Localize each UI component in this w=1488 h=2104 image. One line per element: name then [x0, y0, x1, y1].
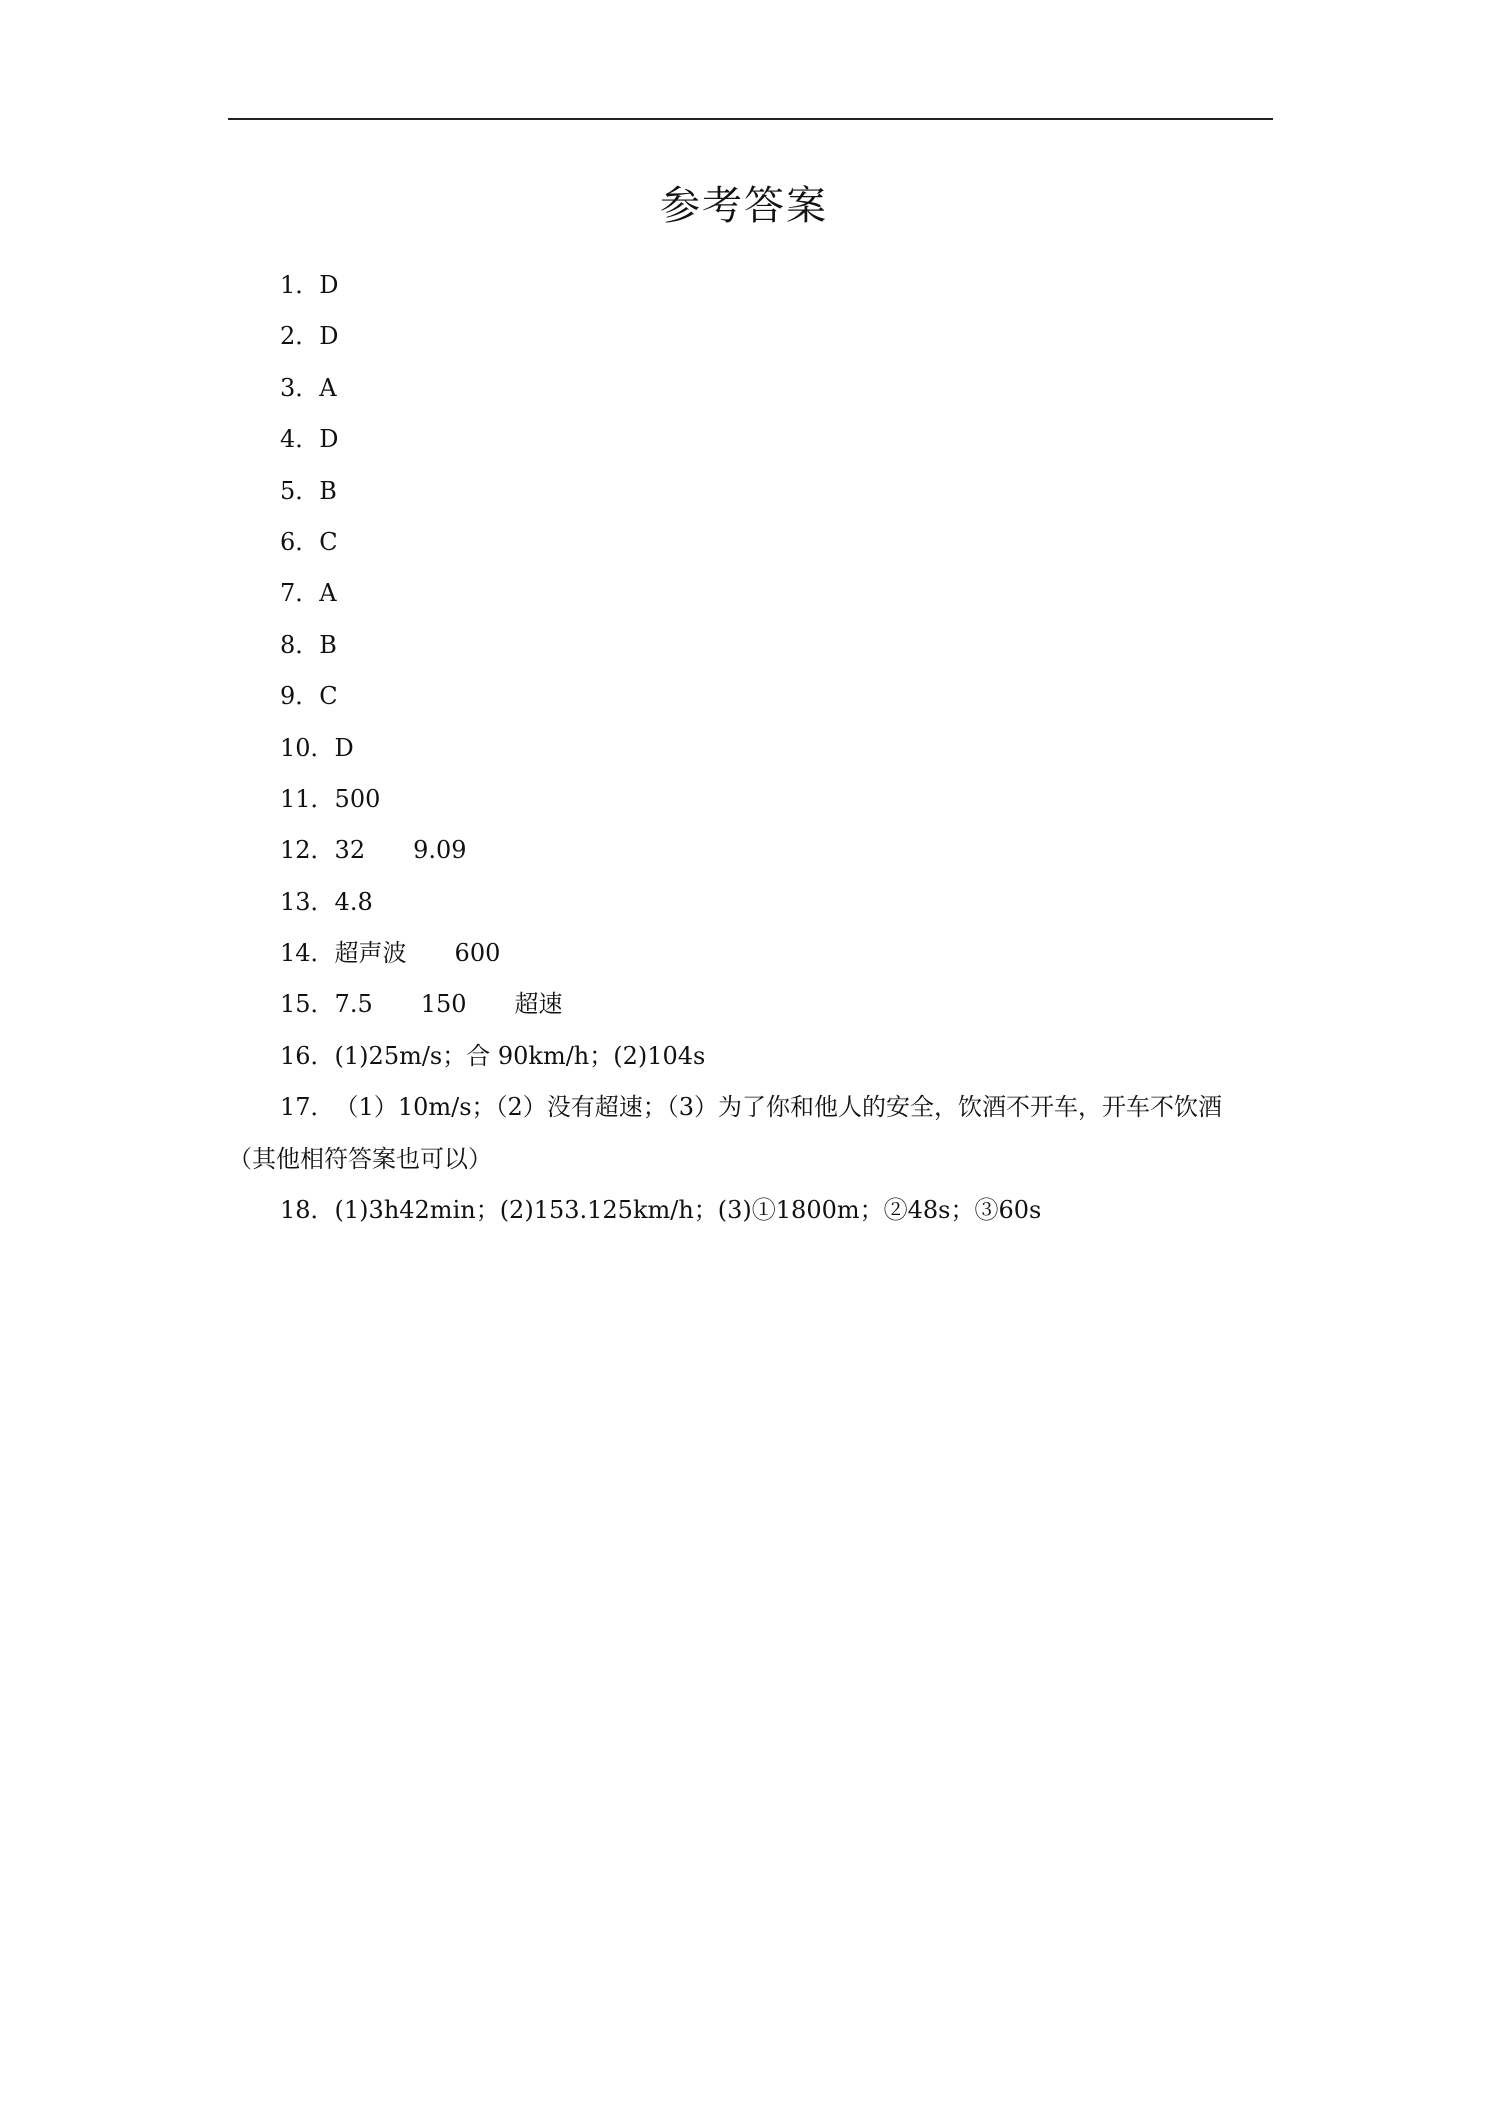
answer-text: B	[319, 630, 337, 659]
answer-text: C	[319, 682, 338, 711]
answer-number: 12．	[280, 836, 335, 865]
answer-continuation: （其他相符答案也可以）	[228, 1144, 492, 1173]
answer-text: 150	[420, 990, 467, 1019]
answer-number: 15．	[280, 990, 335, 1019]
answer-number: 5．	[280, 476, 320, 505]
answer-text: 超声波	[334, 939, 407, 968]
answer-text: D	[319, 271, 339, 299]
answer-number: 7．	[280, 579, 320, 608]
answer-item	[280, 774, 1280, 825]
answer-item	[280, 568, 1280, 619]
answer-item	[280, 517, 1280, 568]
answer-text: D	[319, 425, 339, 454]
answer-number: 8．	[280, 630, 320, 659]
answer-item	[280, 928, 1280, 979]
header-rule	[228, 118, 1273, 120]
answer-item	[280, 671, 1280, 722]
answer-number: 10．	[280, 733, 335, 762]
answer-text: 32	[334, 836, 366, 865]
answer-number: 16．	[280, 1041, 335, 1070]
answer-text: 超速	[514, 990, 563, 1019]
answer-text: D	[334, 733, 354, 762]
answer-item	[280, 979, 1280, 1030]
answer-item	[280, 1031, 1280, 1082]
answer-item	[280, 723, 1280, 774]
answer-text: (1)25m/s；合 90km/h；(2)104s	[334, 1041, 706, 1070]
answer-text: B	[319, 476, 337, 505]
answer-text: 7.5	[334, 990, 373, 1019]
answer-item	[280, 620, 1280, 671]
answer-item	[280, 414, 1280, 465]
page-title: 参考答案	[660, 183, 828, 229]
answer-item	[280, 825, 1280, 876]
answer-number: 14．	[280, 939, 335, 968]
answer-number: 2．	[280, 322, 320, 351]
answer-text: 500	[334, 784, 381, 813]
answer-text: 600	[454, 939, 501, 968]
answer-number: 1．	[280, 271, 320, 299]
answer-text: （1）10m/s；（2）没有超速；（3）为了你和他人的安全，饮酒不开车，开车不饮酒	[334, 1093, 1223, 1122]
answer-number: 13．	[280, 887, 335, 916]
answer-list	[228, 260, 1280, 1236]
answer-number: 18．	[280, 1196, 335, 1225]
answer-text: D	[319, 322, 339, 351]
answer-text: 9.09	[413, 836, 467, 865]
answer-number: 11．	[280, 784, 335, 813]
answer-number: 6．	[280, 527, 320, 556]
answer-text: (1)3h42min；(2)153.125km/h；(3)①1800m；②48s；③60s	[334, 1196, 1042, 1225]
answer-item	[280, 1185, 1280, 1236]
answer-number: 9．	[280, 682, 320, 711]
answer-text: A	[319, 579, 337, 608]
answer-text: A	[319, 373, 337, 402]
answer-text: C	[319, 527, 338, 556]
answer-number: 4．	[280, 425, 320, 454]
answer-item	[280, 363, 1280, 414]
answer-item	[280, 466, 1280, 517]
answer-text: 4.8	[334, 887, 373, 916]
answer-item	[280, 877, 1280, 928]
answer-item	[280, 260, 1280, 311]
answer-item	[280, 311, 1280, 362]
answer-item	[280, 1082, 1280, 1133]
answer-number: 17．	[280, 1093, 335, 1122]
answer-number: 3．	[280, 373, 320, 402]
